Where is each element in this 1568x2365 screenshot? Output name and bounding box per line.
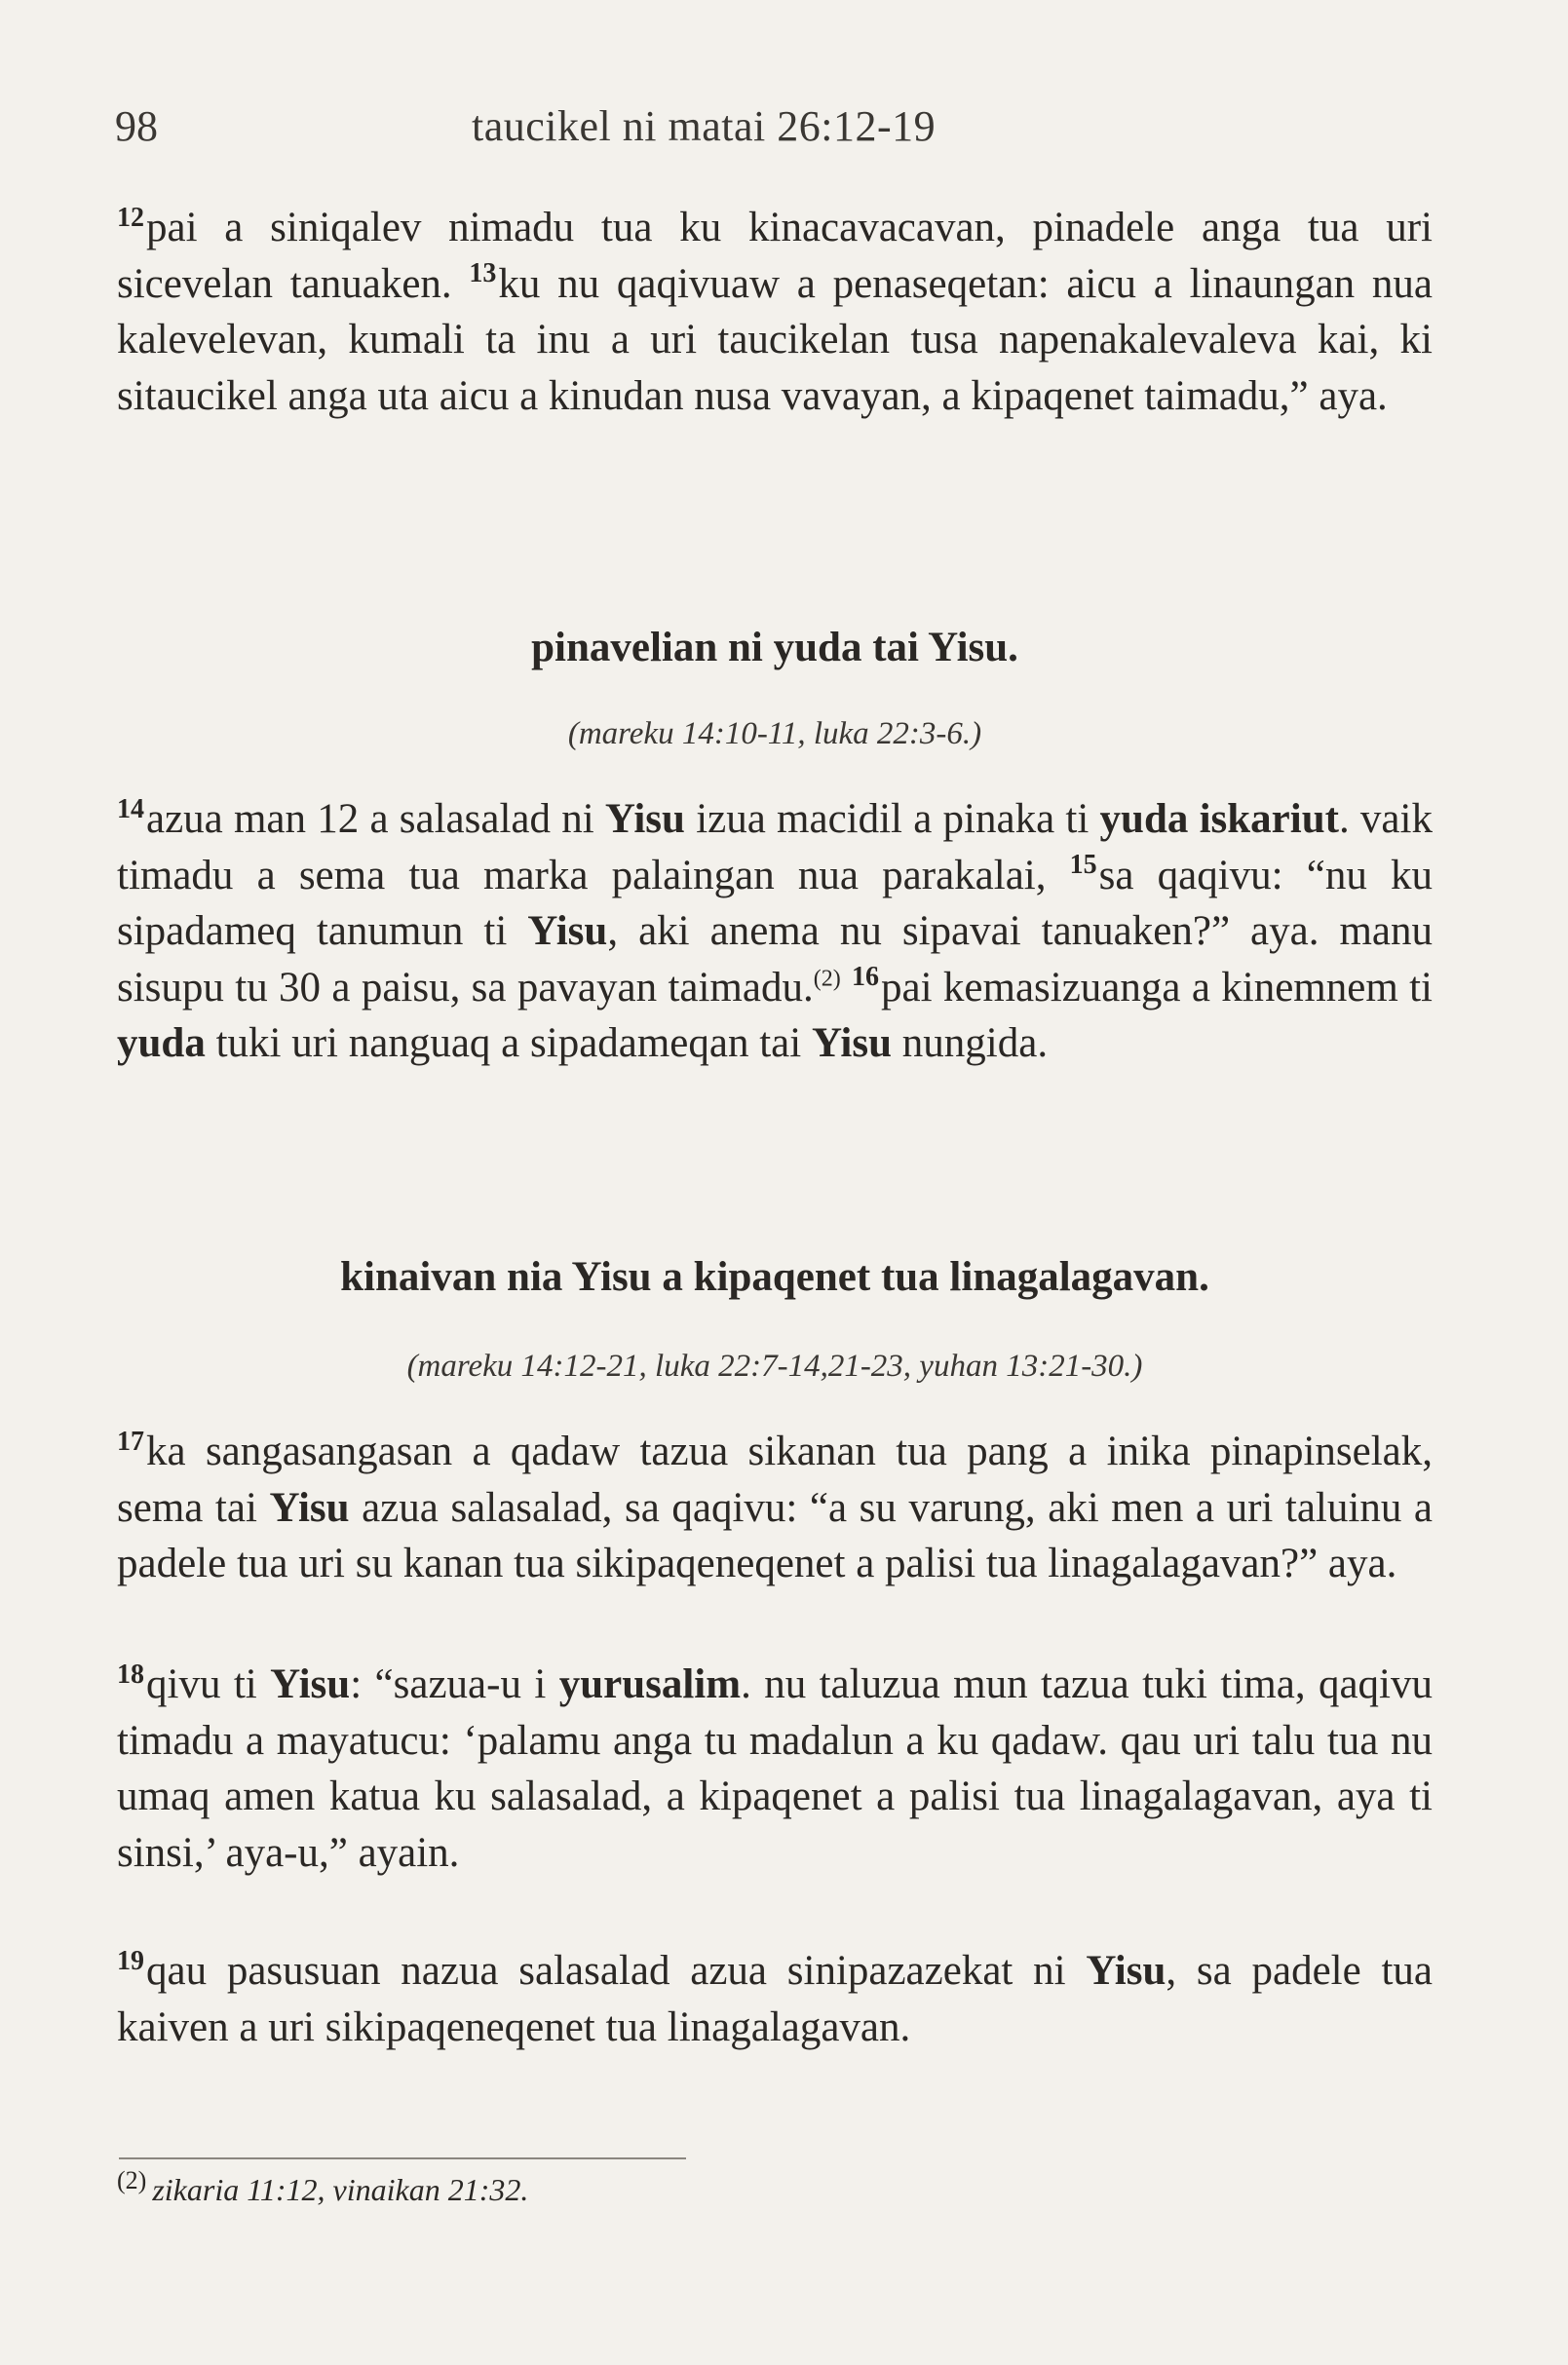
- cross-reference: (mareku 14:10-11, luka 22:3-6.): [567, 716, 982, 751]
- footnote-divider: [119, 2157, 686, 2159]
- paragraph-verses-12-13: [117, 200, 1433, 424]
- verse-text: : “sazua-u i: [350, 1661, 559, 1707]
- verse-text: izua macidil a pinaka ti: [684, 796, 1100, 842]
- name-emphasis: Yisu: [527, 908, 608, 954]
- verse-number: 15: [1069, 850, 1097, 881]
- verse-number: 18: [117, 1659, 144, 1690]
- paragraph-verses-14-16: [117, 791, 1433, 1072]
- cross-reference: (mareku 14:12-21, luka 22:7-14,21-23, yuhan 13:21-30.): [406, 1349, 1143, 1384]
- verse-text: qivu ti: [146, 1661, 271, 1707]
- page-number: 98: [115, 102, 158, 150]
- name-emphasis: Yisu: [269, 1484, 350, 1531]
- paragraph-verse-19: [117, 1943, 1433, 2055]
- paragraph-verse-17: [117, 1424, 1433, 1592]
- section-heading: kinaivan nia Yisu a kipaqenet tua linagalagavan.: [340, 1254, 1209, 1300]
- footnote-reference[interactable]: (2): [813, 966, 841, 992]
- verse-text: , sa padele tua kaiven a uri sikipaqeneqenet tua linagalagavan.: [117, 1948, 1433, 2050]
- name-emphasis: Yisu: [811, 1020, 893, 1066]
- verse-number: 13: [469, 258, 497, 289]
- verse-text: ku nu qaqivuaw a penaseqetan: aicu a linaungan nua kalevelevan, kumali ta inu a uri taucikelan tusa napenakalevaleva kai, ki sitaucikel anga uta aicu a kinudan nusa vavayan, a kipaqenet taimadu,” aya.: [117, 260, 1433, 419]
- verse-text: tuki uri nanguaq a sipadameqan tai: [205, 1020, 812, 1066]
- section-heading: pinavelian ni yuda tai Yisu.: [531, 625, 1018, 670]
- verse-text: pai kemasizuanga a kinemnem ti: [881, 964, 1433, 1011]
- name-emphasis: Yisu: [604, 796, 685, 842]
- verse-number: 19: [117, 1945, 144, 1976]
- name-emphasis: yuda: [117, 1020, 206, 1066]
- verse-text: ka sangasangasan a qadaw tazua sikanan tua pang a inika pinapinselak, sema tai: [117, 1429, 1433, 1531]
- footnote: [117, 2168, 528, 2211]
- verse-text: pai a siniqalev nimadu tua ku kinacavacavan, pinadele anga tua uri sicevelan tanuaken.: [117, 205, 1433, 307]
- running-title: taucikel ni matai 26:12-19: [472, 102, 937, 150]
- footnote-text: zikaria 11:12, vinaikan 21:32.: [152, 2172, 529, 2207]
- verse-number: 12: [117, 202, 144, 233]
- verse-text: qau pasusuan nazua salasalad azua sinipazazekat ni: [146, 1948, 1087, 1994]
- verse-text: azua man 12 a salasalad ni: [146, 796, 605, 842]
- verse-text: . nu taluzua mun tazua tuki tima, qaqivu timadu a mayatucu: ‘palamu anga tu madalun a ku qadaw. qau uri talu tua nu umaq amen katua ku salasalad, a kipaqenet a palisi tua linagalagavan, aya ti sinsi,’ aya-u,” ayain.: [117, 1661, 1433, 1876]
- verse-number: 17: [117, 1426, 144, 1457]
- name-emphasis: Yisu: [1086, 1948, 1166, 1994]
- verse-text: , aki anema nu sipavai tanuaken?” aya. manu sisupu tu 30 a paisu, sa pavayan taimadu.: [117, 908, 1433, 1011]
- name-emphasis: Yisu: [270, 1661, 351, 1707]
- verse-number: 14: [117, 793, 144, 824]
- verse-text: sa qaqivu: “nu ku sipadameq tanumun ti: [117, 852, 1433, 954]
- verse-number: 16: [852, 962, 880, 993]
- name-emphasis: yurusalim: [558, 1661, 742, 1707]
- name-emphasis: yuda iskariut: [1099, 796, 1339, 842]
- verse-text: . vaik timadu a sema tua marka palaingan nua parakalai,: [117, 796, 1433, 898]
- paragraph-verse-18: [117, 1657, 1433, 1881]
- verse-text: nungida.: [892, 1020, 1049, 1066]
- footnote-marker: (2): [117, 2166, 147, 2195]
- verse-text: azua salasalad, sa qaqivu: “a su varung, aki men a uri taluinu a padele tua uri su kanan tua sikipaqeneqenet a palisi tua linagalagavan?” aya.: [117, 1484, 1433, 1586]
